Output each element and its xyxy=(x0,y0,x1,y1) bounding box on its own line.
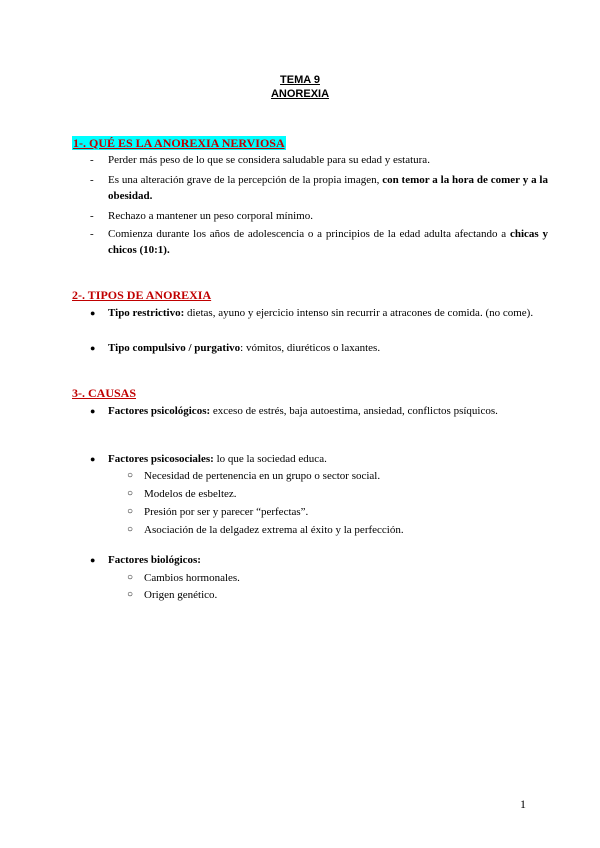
list-item: ● Tipo compulsivo / purgativo: vómitos, diuréticos o laxantes. xyxy=(90,342,381,354)
dash-marker: - xyxy=(90,154,94,166)
list-item: - Perder más peso de lo que se considera saludable para su edad y estatura. xyxy=(90,154,430,166)
list-item: - Es una alteración grave de la percepción de la propia imagen, con temor a la hora de comer y a la obesidad. xyxy=(90,174,548,202)
bullet-icon: ● xyxy=(90,555,96,565)
document-title: TEMA 9 xyxy=(280,74,320,86)
bullet-icon: ● xyxy=(90,343,96,353)
circle-bullet-icon: ○ xyxy=(127,572,134,583)
sub-list-item: ○ Asociación de la delgadez extrema al éxito y la perfección. xyxy=(127,524,404,536)
list-item: ● Factores psicológicos: exceso de estrés, baja autoestima, ansiedad, conflictos psíquicos. xyxy=(90,405,498,417)
circle-bullet-icon: ○ xyxy=(127,470,134,481)
dash-marker: - xyxy=(90,174,94,186)
sub-list-item: ○ Modelos de esbeltez. xyxy=(127,488,237,500)
dash-marker: - xyxy=(90,210,94,222)
page-number: 1 xyxy=(520,797,526,811)
sub-list-item: ○ Origen genético. xyxy=(127,589,218,601)
bullet-icon: ● xyxy=(90,406,96,416)
section-heading-tipos: 2-. TIPOS DE ANOREXIA xyxy=(72,288,212,302)
bullet-icon: ● xyxy=(90,308,96,318)
circle-bullet-icon: ○ xyxy=(127,524,134,535)
list-item: ● Tipo restrictivo: dietas, ayuno y ejercicio intenso sin recurrir a atracones de comida. (no come). xyxy=(90,307,534,319)
bullet-icon: ● xyxy=(90,454,96,464)
section-heading-causas: 3-. CAUSAS xyxy=(72,386,137,400)
dash-marker: - xyxy=(90,228,94,240)
list-item: - Rechazo a mantener un peso corporal mínimo. xyxy=(90,210,313,222)
sub-list-item: ○ Necesidad de pertenencia en un grupo o sector social. xyxy=(127,470,381,482)
list-item: ● Factores biológicos: xyxy=(90,554,201,566)
list-item: ● Factores psicosociales: lo que la sociedad educa. xyxy=(90,453,327,465)
list-item: - Comienza durante los años de adolescencia o a principios de la edad adulta afectando a chicas y chicos (10:1). xyxy=(90,228,548,256)
document-subtitle: ANOREXIA xyxy=(270,88,330,100)
circle-bullet-icon: ○ xyxy=(127,488,134,499)
circle-bullet-icon: ○ xyxy=(127,506,134,517)
sub-list-item: ○ Cambios hormonales. xyxy=(127,572,240,584)
circle-bullet-icon: ○ xyxy=(127,589,134,600)
sub-list-item: ○ Presión por ser y parecer “perfectas”. xyxy=(127,506,309,518)
section-heading-que-es: 1-. QUÉ ES LA ANOREXIA NERVIOSA xyxy=(73,136,285,150)
